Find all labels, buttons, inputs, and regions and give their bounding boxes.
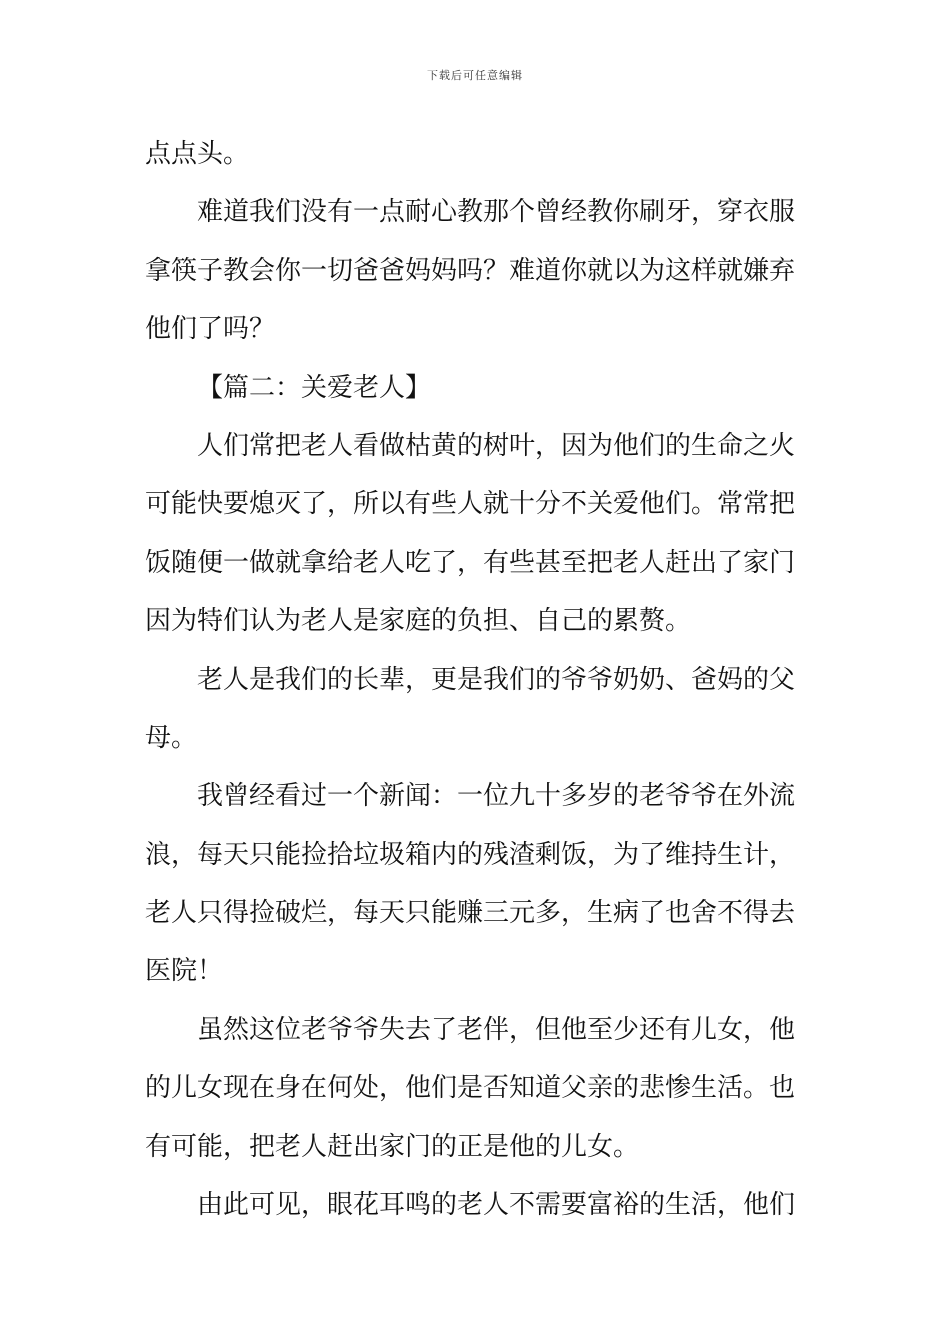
- text-line: 点点头。: [145, 139, 250, 169]
- text-line: 老人是我们的长辈，更是我们的爷爷奶奶、爸妈的父: [197, 664, 796, 695]
- text-line: 医院！: [145, 956, 224, 987]
- text-line: 可能快要熄灭了，所以有些人就十分不关爱他们。常常把: [145, 489, 796, 520]
- text-line: 浪，每天只能捡拾垃圾箱内的残渣剩饭，为了维持生计，: [145, 839, 796, 870]
- text-line: 他们了吗？: [145, 314, 276, 345]
- text-line: 的儿女现在身在何处，他们是否知道父亲的悲惨生活。也: [145, 1073, 796, 1104]
- text-line: 难道我们没有一点耐心教那个曾经教你刷牙，穿衣服: [197, 197, 796, 228]
- page-header: 下载后可任意编辑: [427, 69, 523, 82]
- text-line: 母。: [145, 722, 198, 753]
- text-line: 由此可见，眼花耳鸣的老人不需要富裕的生活，他们: [197, 1190, 796, 1221]
- body-text: [145, 125, 807, 1234]
- text-line: 人们常把老人看做枯黄的树叶，因为他们的生命之火: [197, 430, 796, 461]
- text-line: 有可能，把老人赶出家门的正是他的儿女。: [145, 1131, 640, 1162]
- text-line: 因为特们认为老人是家庭的负担、自己的累赘。: [145, 606, 692, 637]
- text-line: 老人只得捡破烂，每天只能赚三元多，生病了也舍不得去: [145, 898, 796, 929]
- text-line: 拿筷子教会你一切爸爸妈妈吗？难道你就以为这样就嫌弃: [145, 255, 796, 286]
- text-line: 我曾经看过一个新闻：一位九十多岁的老爷爷在外流: [197, 781, 796, 812]
- text-line: 饭随便一做就拿给老人吃了，有些甚至把老人赶出了家门: [145, 547, 796, 578]
- text-line: 虽然这位老爷爷失去了老伴，但他至少还有儿女，他: [197, 1014, 796, 1045]
- section-heading: 【篇二：关爱老人】: [197, 372, 432, 403]
